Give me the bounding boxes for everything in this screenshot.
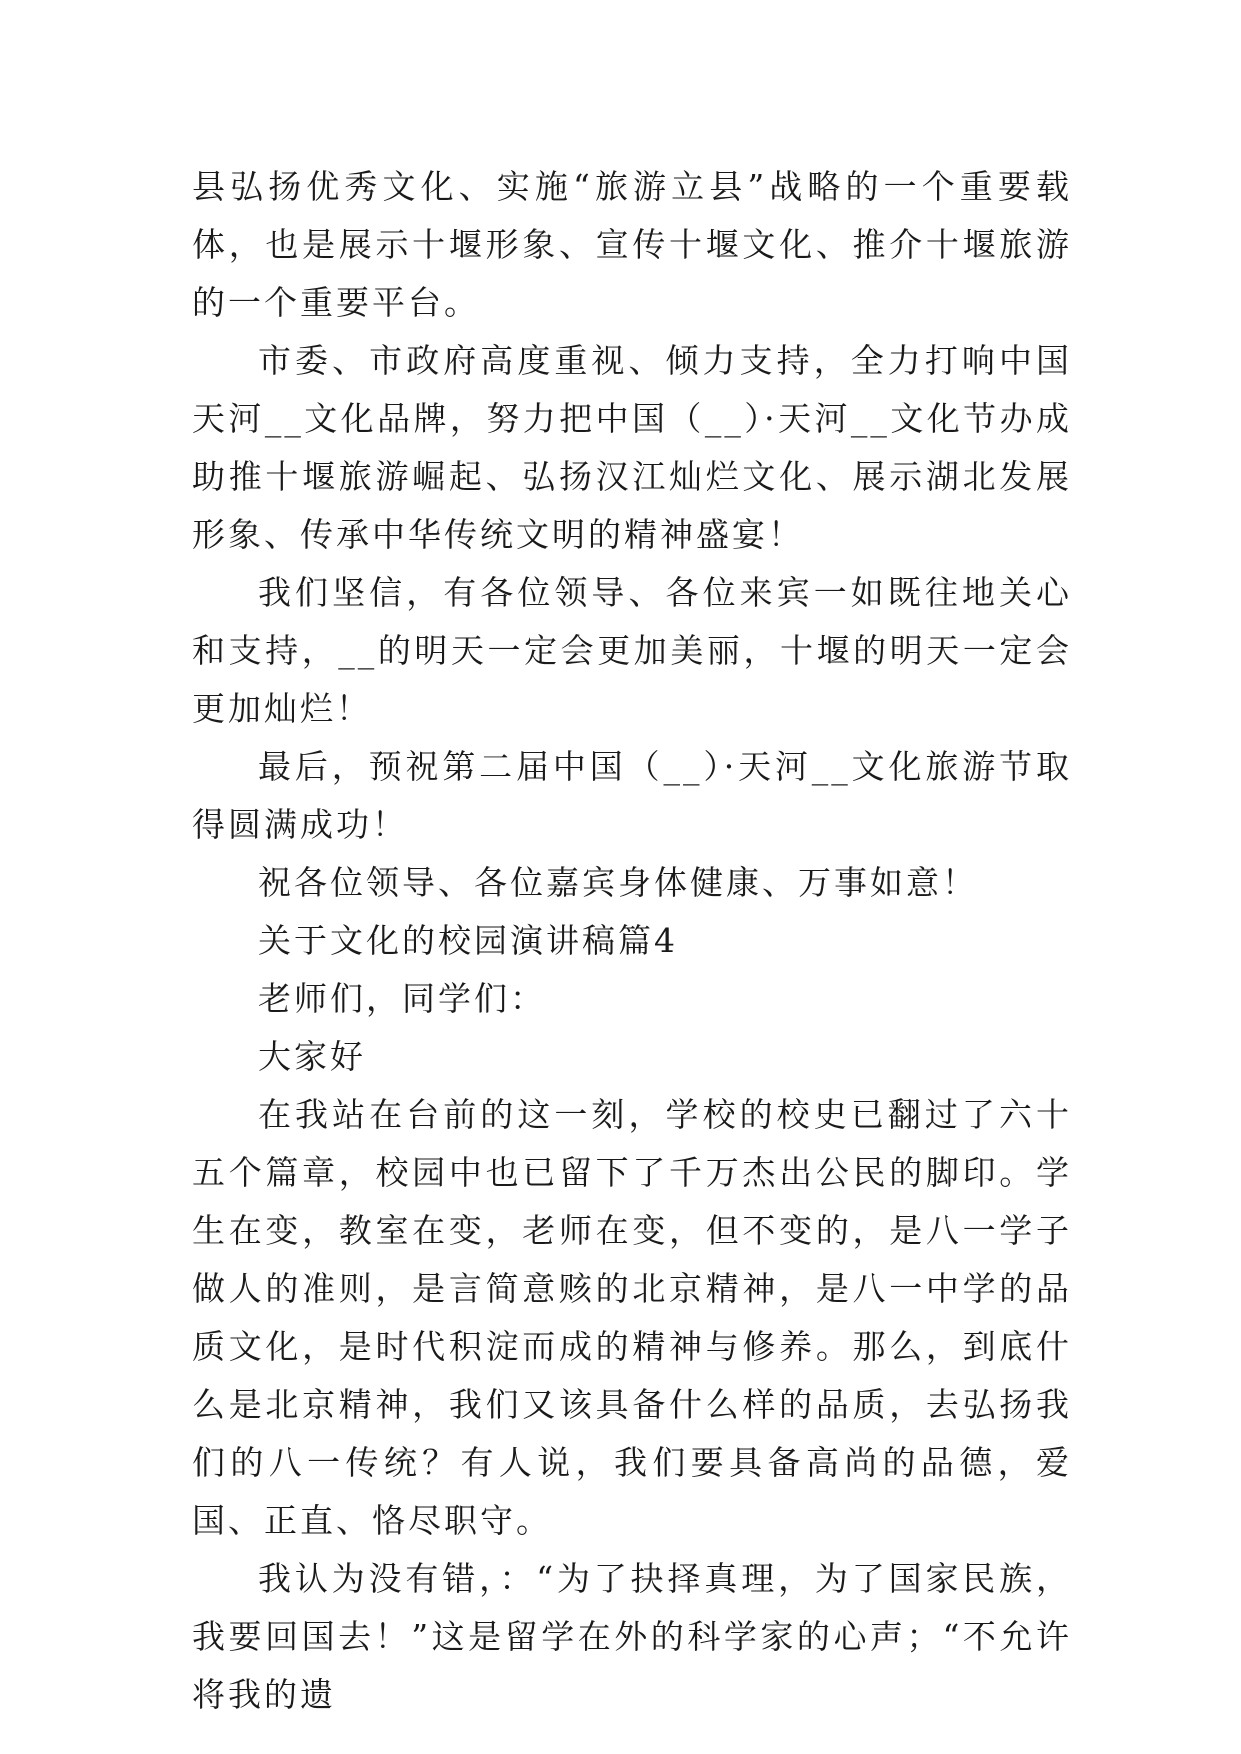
document-body (192, 158, 1072, 1724)
paragraph-10: 我认为没有错，：“为了抉择真理，为了国家民族，我要回国去！”这是留学在外的科学家的心声；“不允许将我的遗 (192, 1559, 1072, 1714)
paragraph-5: 祝各位领导、各位嘉宾身体健康、万事如意！ (258, 863, 978, 902)
greeting: 大家好 (258, 1037, 366, 1076)
salutation: 老师们，同学们： (258, 979, 546, 1018)
section-heading: 关于文化的校园演讲稿篇4 (258, 921, 678, 960)
paragraph-3: 我们坚信，有各位领导、各位来宾一如既往地关心和支持，__的明天一定会更加美丽，十堰的明天一定会更加灿烂！ (192, 573, 1072, 728)
paragraph-4: 最后，预祝第二届中国（__）·天河__文化旅游节取得圆满成功！ (192, 747, 1072, 844)
paragraph-1: 县弘扬优秀文化、实施“旅游立县”战略的一个重要载体，也是展示十堰形象、宣传十堰文化、推介十堰旅游的一个重要平台。 (192, 167, 1072, 322)
paragraph-9: 在我站在台前的这一刻，学校的校史已翻过了六十五个篇章，校园中也已留下了千万杰出公民的脚印。学生在变，教室在变，老师在变，但不变的，是八一学子做人的准则，是言简意赅的北京精神，是八一中学的品质文化，是时代积淀而成的精神与修养。那么，到底什么是北京精神，我们又该具备什么样的品质，去弘扬我们的八一传统？有人说，我们要具备高尚的品德，爱国、正直、恪尽职守。 (192, 1095, 1072, 1540)
paragraph-2: 市委、市政府高度重视、倾力支持，全力打响中国天河__文化品牌，努力把中国（__）·天河__文化节办成助推十堰旅游崛起、弘扬汉江灿烂文化、展示湖北发展形象、传承中华传统文明的精神盛宴！ (192, 341, 1072, 554)
